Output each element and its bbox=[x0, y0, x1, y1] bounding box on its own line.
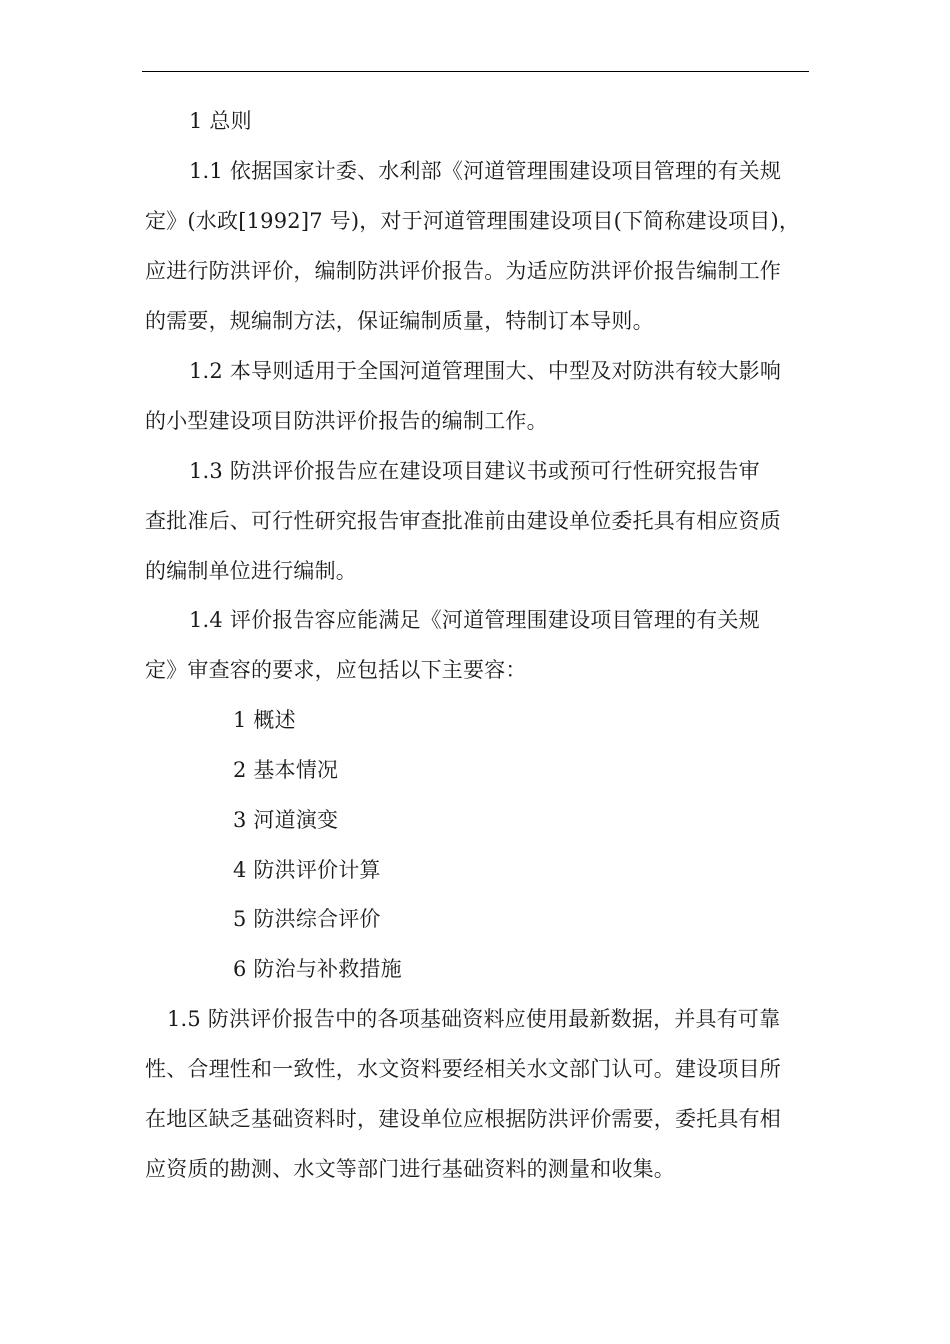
section-heading: 1 总则 bbox=[189, 109, 252, 133]
clause-1-5-line: 性、合理性和一致性，水文资料要经相关水文部门认可。建设项目所 bbox=[145, 1057, 781, 1081]
clause-1-5-line: 应资质的勘测、水文等部门进行基础资料的测量和收集。 bbox=[145, 1157, 675, 1181]
clause-1-3-line: 查批准后、可行性研究报告审查批准前由建设单位委托具有相应资质 bbox=[145, 509, 781, 533]
content-list-item: 4 防洪评价计算 bbox=[233, 858, 381, 882]
clause-1-4-line: 定》审查容的要求，应包括以下主要容： bbox=[145, 658, 527, 682]
content-list-item: 5 防洪综合评价 bbox=[233, 907, 381, 931]
content-list-item: 6 防治与补救措施 bbox=[233, 957, 402, 981]
clause-1-3-line: 1.3 防洪评价报告应在建设项目建议书或预可行性研究报告审 bbox=[189, 459, 760, 483]
clause-1-1-line: 定》(水政[1992]7 号)，对于河道管理围建设项目(下简称建设项目)， bbox=[145, 209, 801, 233]
clause-1-1-line: 1.1 依据国家计委、水利部《河道管理围建设项目管理的有关规 bbox=[189, 159, 782, 183]
header-rule bbox=[142, 71, 809, 72]
clause-1-2-line: 的小型建设项目防洪评价报告的编制工作。 bbox=[145, 409, 548, 433]
clause-1-5-line: 在地区缺乏基础资料时，建设单位应根据防洪评价需要，委托具有相 bbox=[145, 1107, 781, 1131]
clause-1-5-line: 1.5 防洪评价报告中的各项基础资料应使用最新数据，并具有可靠 bbox=[167, 1007, 781, 1031]
clause-1-3-line: 的编制单位进行编制。 bbox=[145, 559, 357, 583]
clause-1-2-line: 1.2 本导则适用于全国河道管理围大、中型及对防洪有较大影响 bbox=[189, 359, 782, 383]
content-list-item: 1 概述 bbox=[233, 708, 296, 732]
clause-1-1-line: 应进行防洪评价，编制防洪评价报告。为适应防洪评价报告编制工作 bbox=[145, 259, 781, 283]
content-list-item: 2 基本情况 bbox=[233, 758, 339, 782]
clause-1-4-line: 1.4 评价报告容应能满足《河道管理围建设项目管理的有关规 bbox=[189, 608, 760, 632]
content-list-item: 3 河道演变 bbox=[233, 808, 339, 832]
clause-1-1-line: 的需要，规编制方法，保证编制质量，特制订本导则。 bbox=[145, 309, 654, 333]
